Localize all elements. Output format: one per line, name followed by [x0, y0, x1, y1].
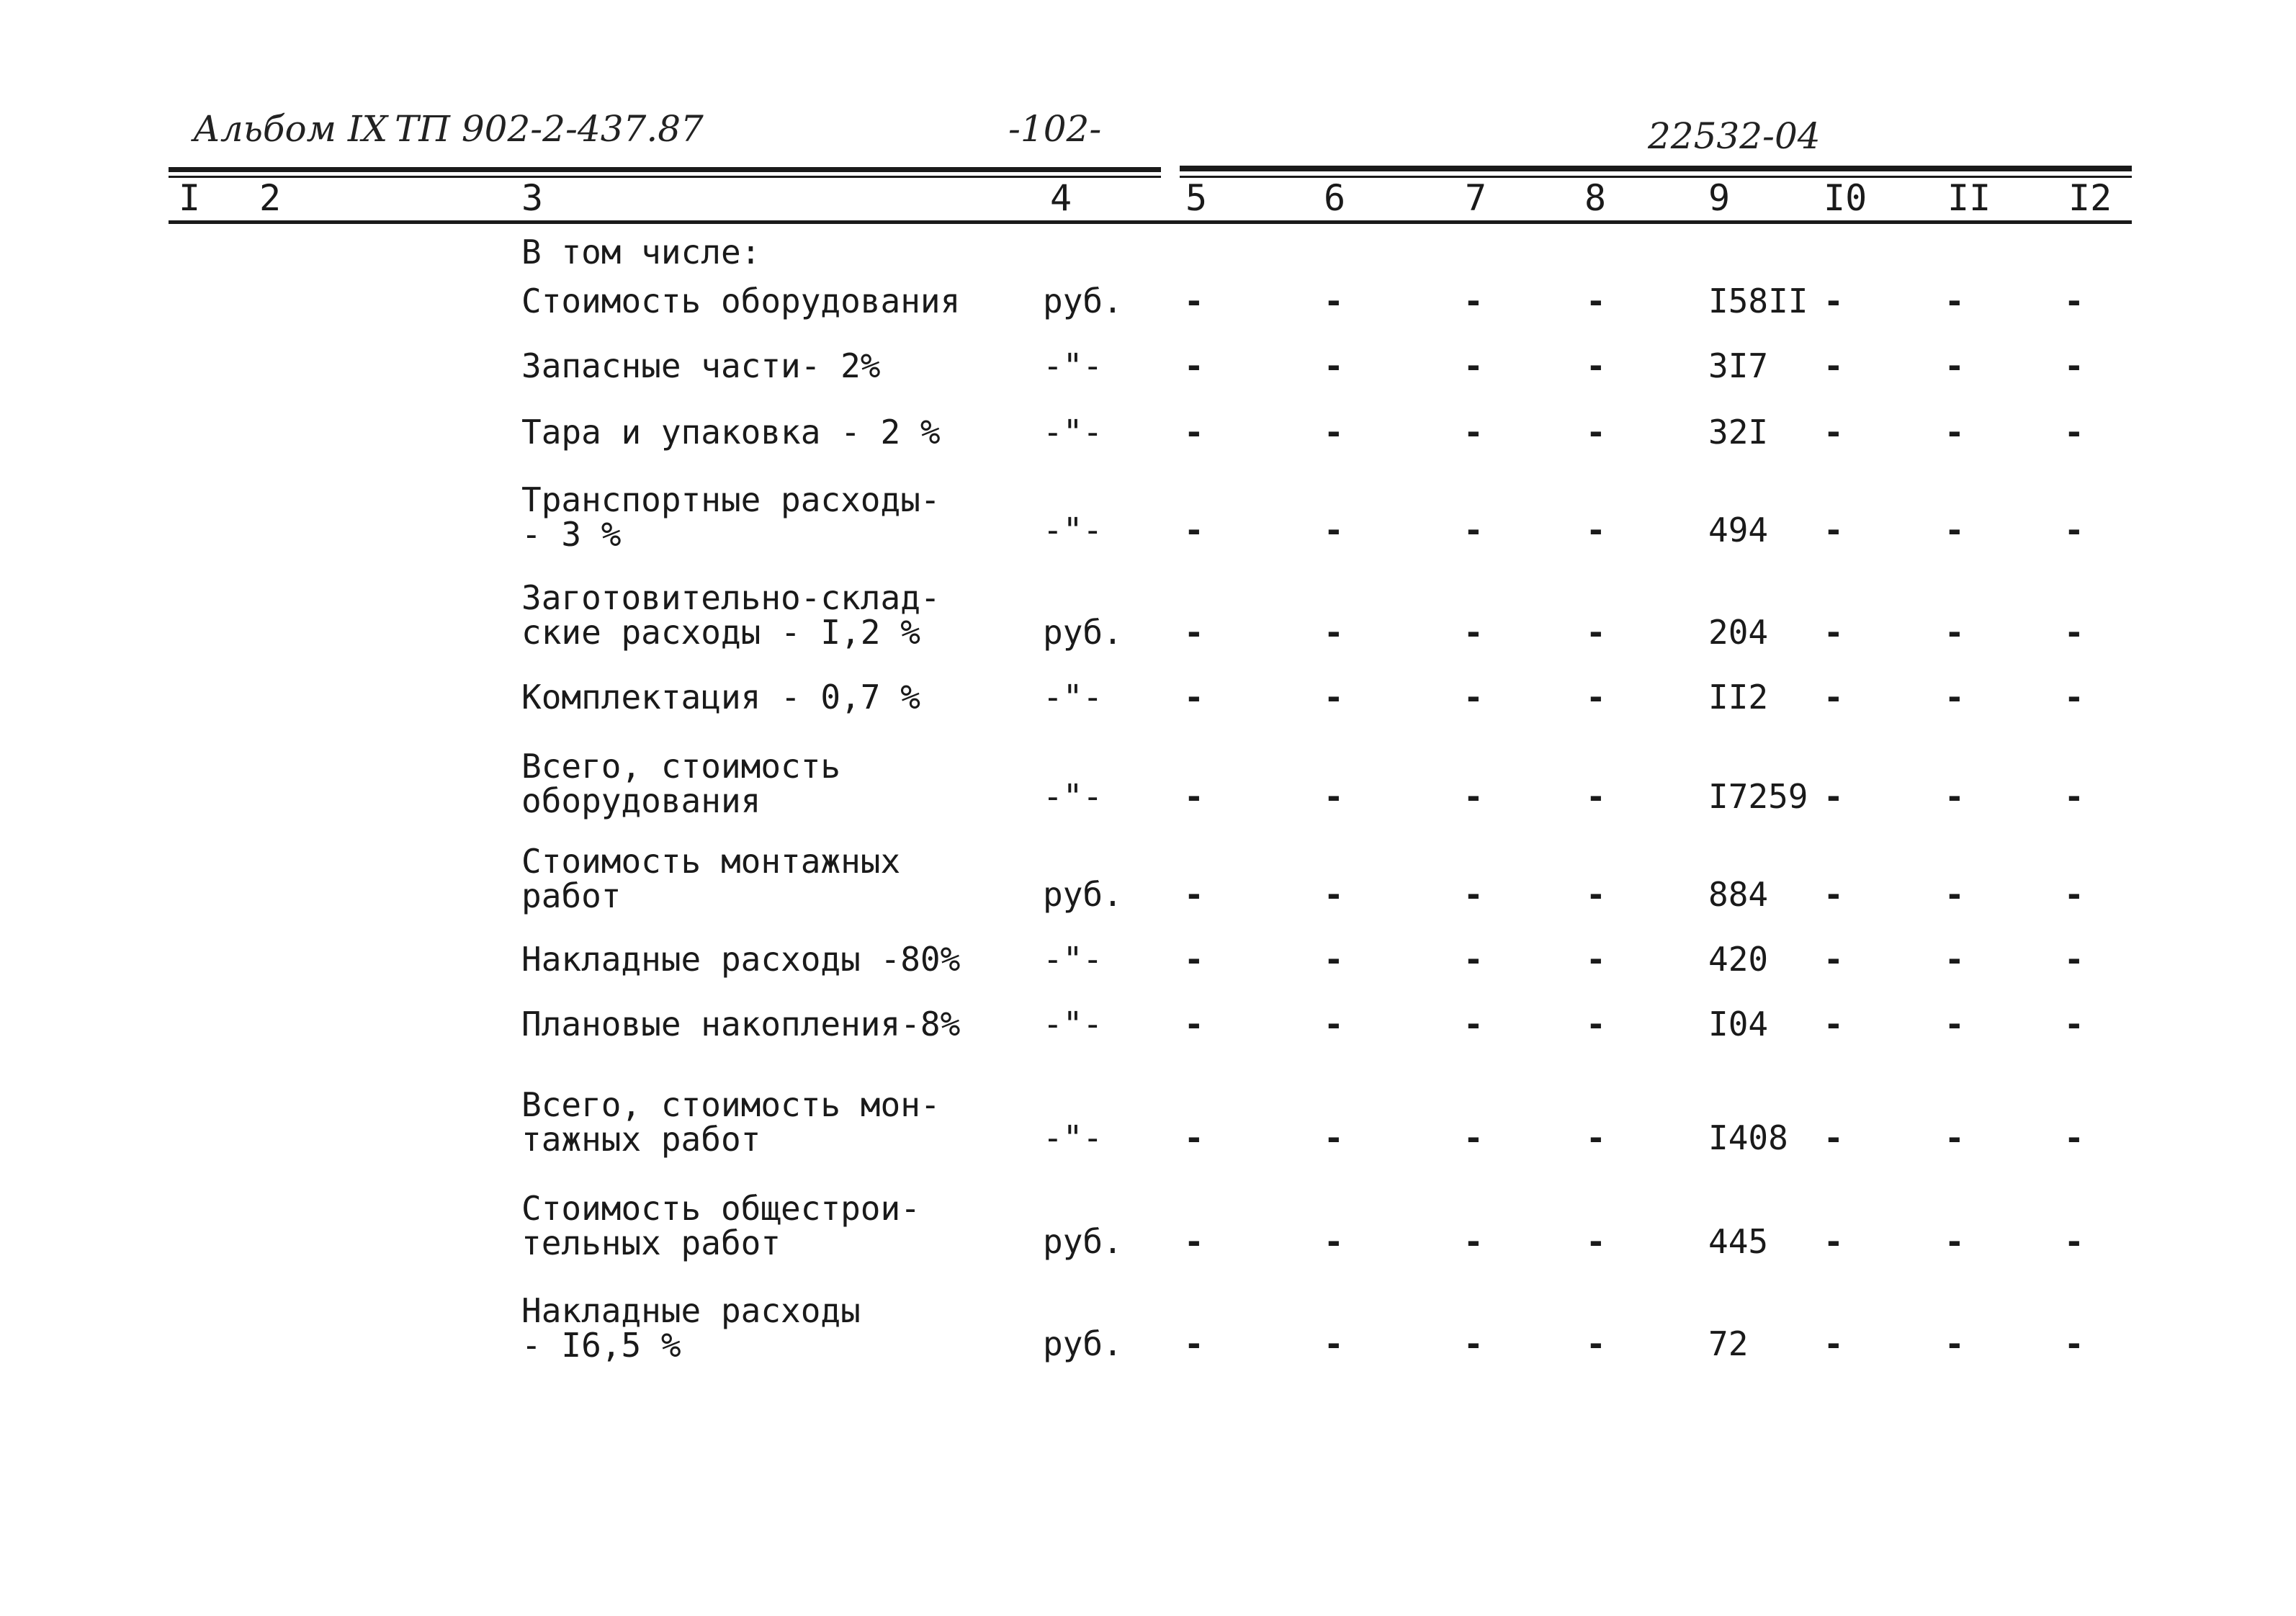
cell-col5: - [1184, 940, 1204, 979]
cell-col11: - [1945, 777, 1965, 816]
cell-col8: - [1586, 678, 1606, 717]
cell-col5: - [1184, 777, 1204, 816]
column-header: 2 [259, 177, 282, 219]
row-unit: -"- [1043, 940, 1103, 979]
cell-col9: 420 [1708, 940, 1769, 979]
cell-col12: - [2064, 875, 2084, 914]
cell-col9: I58II [1708, 282, 1808, 320]
cell-col5: - [1184, 613, 1204, 652]
column-header: 5 [1185, 177, 1208, 219]
cell-col10: - [1824, 1118, 1844, 1157]
row-unit: -"- [1043, 777, 1103, 816]
cell-col12: - [2064, 1118, 2084, 1157]
cell-col12: - [2064, 346, 2084, 385]
cell-col7: - [1463, 1324, 1484, 1363]
row-unit: -"- [1043, 346, 1103, 385]
cell-col8: - [1586, 940, 1606, 979]
column-header: 7 [1465, 177, 1487, 219]
cell-col9: 204 [1708, 613, 1769, 652]
row-description: Запасные части- 2% [521, 346, 881, 385]
cell-col7: - [1463, 1118, 1484, 1157]
cell-col6: - [1324, 511, 1344, 549]
row-description: Стоимость оборудования [521, 282, 961, 320]
row-unit: -"- [1043, 413, 1103, 452]
cell-col12: - [2064, 678, 2084, 717]
row-description: Стоимость монтажных работ [521, 842, 901, 915]
cell-col11: - [1945, 413, 1965, 452]
row-description: Транспортные расходы- - 3 % [521, 480, 941, 554]
cell-col10: - [1824, 346, 1844, 385]
cell-col6: - [1324, 1118, 1344, 1157]
header-bottom-rule [169, 220, 2132, 224]
cell-col10: - [1824, 282, 1844, 320]
row-unit: руб. [1043, 1222, 1123, 1261]
cell-col7: - [1463, 1222, 1484, 1261]
column-header: 9 [1708, 177, 1731, 219]
cell-col6: - [1324, 940, 1344, 979]
cell-col10: - [1824, 777, 1844, 816]
cell-col10: - [1824, 1222, 1844, 1261]
cell-col5: - [1184, 282, 1204, 320]
cell-col10: - [1824, 940, 1844, 979]
cell-col11: - [1945, 1118, 1965, 1157]
cell-col11: - [1945, 1324, 1965, 1363]
row-description: Всего, стоимость оборудования [521, 747, 841, 820]
top-rule-right [1180, 166, 2132, 171]
cell-col8: - [1586, 282, 1606, 320]
cell-col11: - [1945, 346, 1965, 385]
cell-col6: - [1324, 777, 1344, 816]
cell-col7: - [1463, 413, 1484, 452]
row-description: Плановые накопления-8% [521, 1005, 961, 1043]
cell-col11: - [1945, 678, 1965, 717]
cell-col9: 445 [1708, 1222, 1769, 1261]
row-description: Заготовительно-склад- ские расходы - I,2 % [521, 578, 941, 652]
cell-col5: - [1184, 346, 1204, 385]
row-description: Накладные расходы - I6,5 % [521, 1291, 861, 1365]
cell-col8: - [1586, 1222, 1606, 1261]
cell-col7: - [1463, 777, 1484, 816]
row-description: Комплектация - 0,7 % [521, 678, 920, 717]
column-header: I0 [1824, 177, 1867, 219]
cell-col6: - [1324, 413, 1344, 452]
cell-col7: - [1463, 282, 1484, 320]
cell-col6: - [1324, 1324, 1344, 1363]
cell-col6: - [1324, 678, 1344, 717]
column-header: 3 [521, 177, 544, 219]
top-rule-left [169, 167, 1161, 172]
cell-col11: - [1945, 613, 1965, 652]
page-number: -102- [1008, 108, 1102, 150]
cell-col10: - [1824, 613, 1844, 652]
cell-col12: - [2064, 940, 2084, 979]
cell-col7: - [1463, 511, 1484, 549]
cell-col12: - [2064, 613, 2084, 652]
document-code: 22532-04 [1648, 115, 1821, 157]
cell-col7: - [1463, 1005, 1484, 1043]
cell-col8: - [1586, 413, 1606, 452]
cell-col5: - [1184, 678, 1204, 717]
cell-col8: - [1586, 875, 1606, 914]
cell-col10: - [1824, 678, 1844, 717]
column-header: 4 [1050, 177, 1072, 219]
cell-col9: I408 [1708, 1118, 1788, 1157]
cell-col7: - [1463, 613, 1484, 652]
column-header: I [179, 177, 201, 219]
cell-col7: - [1463, 875, 1484, 914]
row-unit: -"- [1043, 678, 1103, 717]
row-unit: руб. [1043, 1324, 1123, 1363]
cell-col8: - [1586, 613, 1606, 652]
cell-col11: - [1945, 940, 1965, 979]
cell-col11: - [1945, 1005, 1965, 1043]
cell-col11: - [1945, 511, 1965, 549]
cell-col10: - [1824, 1324, 1844, 1363]
cell-col9: II2 [1708, 678, 1769, 717]
cell-col6: - [1324, 346, 1344, 385]
cell-col11: - [1945, 1222, 1965, 1261]
cell-col10: - [1824, 875, 1844, 914]
cell-col9: 32I [1708, 413, 1769, 452]
cell-col5: - [1184, 1222, 1204, 1261]
cell-col8: - [1586, 511, 1606, 549]
cell-col7: - [1463, 940, 1484, 979]
intro-text: В том числе: [521, 233, 761, 271]
cell-col8: - [1586, 1005, 1606, 1043]
project-number: ТП 902-2-437.87 [395, 108, 704, 150]
cell-col5: - [1184, 1118, 1204, 1157]
cell-col12: - [2064, 1324, 2084, 1363]
cell-col9: I04 [1708, 1005, 1769, 1043]
cell-col9: 884 [1708, 875, 1769, 914]
cell-col12: - [2064, 777, 2084, 816]
cell-col8: - [1586, 1324, 1606, 1363]
cell-col12: - [2064, 413, 2084, 452]
cell-col6: - [1324, 282, 1344, 320]
row-unit: руб. [1043, 282, 1123, 320]
cell-col7: - [1463, 678, 1484, 717]
cell-col5: - [1184, 1324, 1204, 1363]
column-header: I2 [2068, 177, 2112, 219]
cell-col12: - [2064, 1005, 2084, 1043]
cell-col9: 494 [1708, 511, 1769, 549]
cell-col5: - [1184, 875, 1204, 914]
row-description: Тара и упаковка - 2 % [521, 413, 941, 452]
cell-col10: - [1824, 1005, 1844, 1043]
cell-col11: - [1945, 282, 1965, 320]
row-unit: руб. [1043, 613, 1123, 652]
cell-col10: - [1824, 511, 1844, 549]
column-header: 8 [1584, 177, 1607, 219]
column-header: II [1947, 177, 1991, 219]
column-header: 6 [1324, 177, 1346, 219]
cell-col8: - [1586, 1118, 1606, 1157]
cell-col12: - [2064, 282, 2084, 320]
cell-col9: I7259 [1708, 777, 1808, 816]
cell-col6: - [1324, 875, 1344, 914]
cell-col11: - [1945, 875, 1965, 914]
cell-col8: - [1586, 346, 1606, 385]
row-description: Накладные расходы -80% [521, 940, 961, 979]
row-unit: -"- [1043, 1118, 1103, 1157]
cell-col5: - [1184, 511, 1204, 549]
album-label: Альбом IX [193, 108, 388, 150]
row-unit: руб. [1043, 875, 1123, 914]
cell-col8: - [1586, 777, 1606, 816]
row-unit: -"- [1043, 511, 1103, 549]
cell-col6: - [1324, 1222, 1344, 1261]
row-unit: -"- [1043, 1005, 1103, 1043]
cell-col6: - [1324, 1005, 1344, 1043]
row-description: Всего, стоимость мон- тажных работ [521, 1085, 941, 1159]
second-rule-left [169, 176, 1161, 178]
cell-col12: - [2064, 511, 2084, 549]
cell-col9: 72 [1708, 1324, 1749, 1363]
cell-col5: - [1184, 1005, 1204, 1043]
cell-col6: - [1324, 613, 1344, 652]
row-description: Стоимость общестрои- тельных работ [521, 1189, 920, 1262]
cell-col7: - [1463, 346, 1484, 385]
cell-col5: - [1184, 413, 1204, 452]
cell-col12: - [2064, 1222, 2084, 1261]
cell-col9: 3I7 [1708, 346, 1769, 385]
cell-col10: - [1824, 413, 1844, 452]
